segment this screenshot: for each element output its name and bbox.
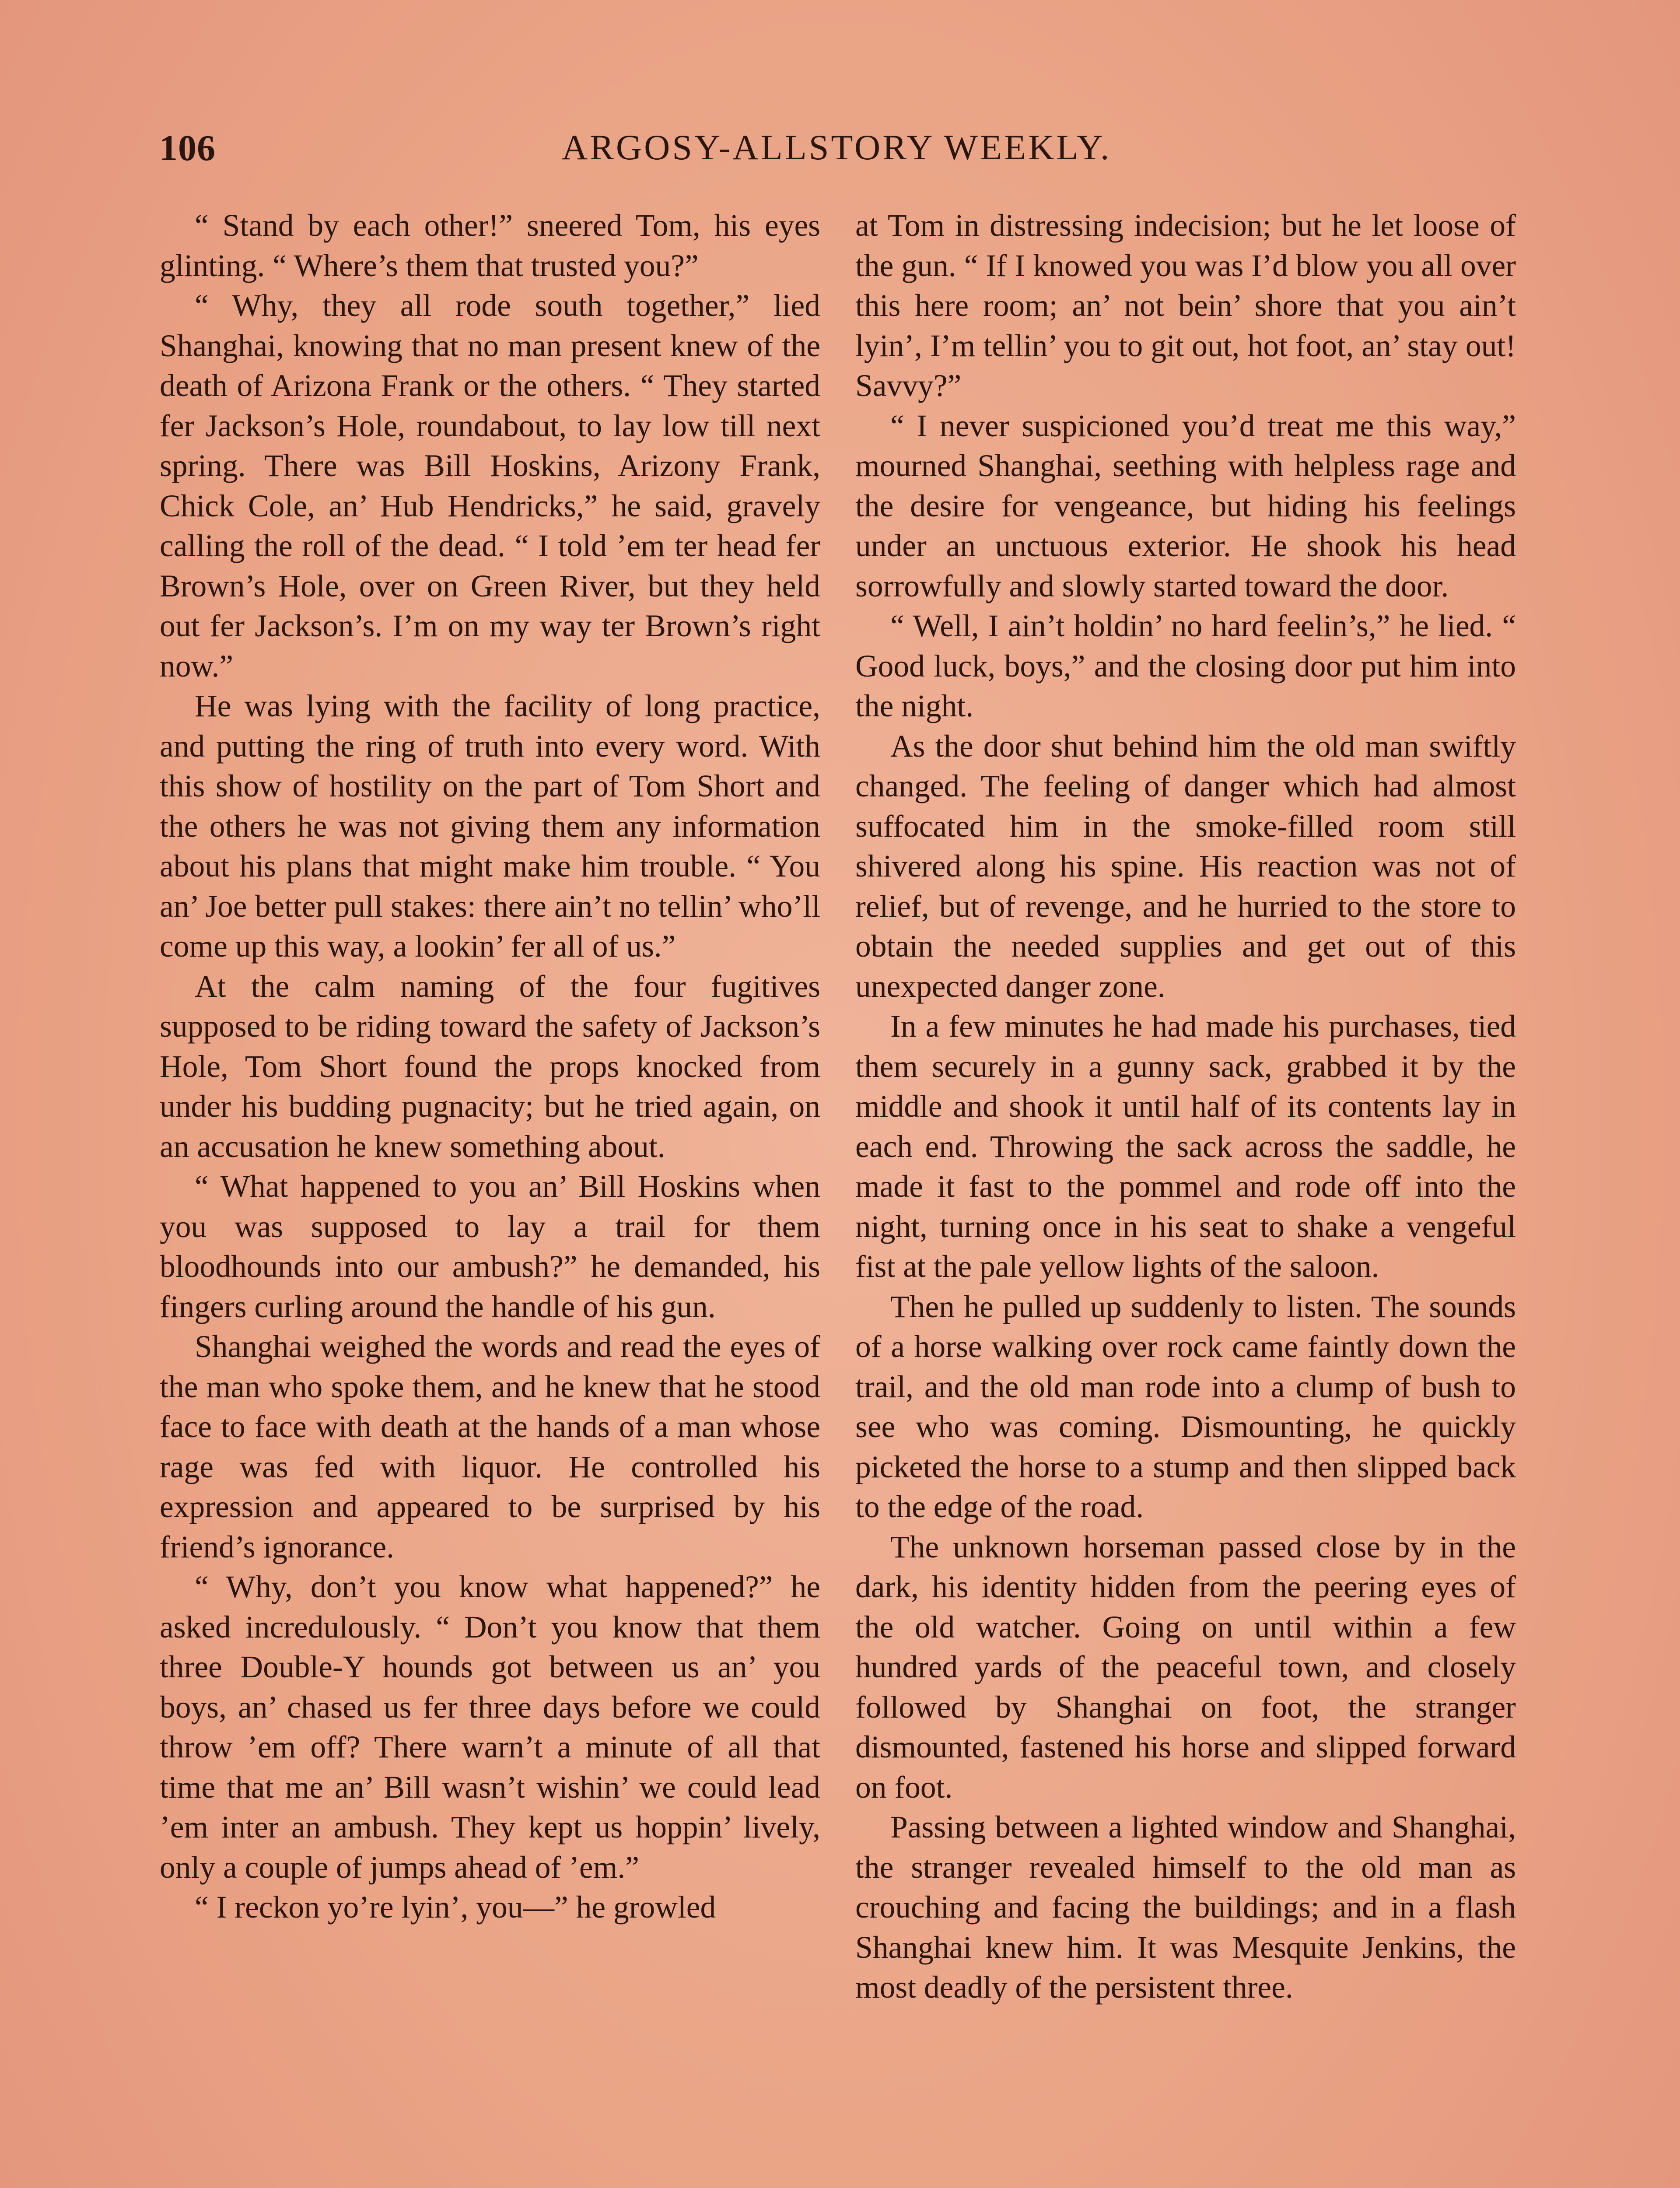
paragraph: “ Why, they all rode south together,” lied Shanghai, knowing that no man present knew of the death of Arizona Frank or the others. “ They started fer Jackson’s Hole, roundabout, to lay low till next spring. There was Bill Hoskins, Arizony Frank, Chick Cole, an’ Hub Hendricks,” he said, gravely calling the roll of the dead. “ I told ’em ter head fer Brown’s Hole, over on Green River, but they held out fer Jackson’s. I’m on my way ter Brown’s right now.” [160, 288, 820, 684]
paragraph: Then he pulled up suddenly to listen. The sounds of a horse walking over rock came faintly down the trail, and the old man rode into a clump of bush to see who was coming. Dismounting, he quickly picketed the horse to a stump and then slipped back to the edge of the road. [855, 1289, 1516, 1524]
left-column [160, 206, 820, 1928]
paragraph: “ Why, don’t you know what happened?” he asked incredulously. “ Don’t you know that them three Double-Y hounds got between us an’ you boys, an’ chased us fer three days before we could throw ’em off? There warn’t a minute of all that time that me an’ Bill wasn’t wishin’ we could lead ’em inter an ambush. They kept us hoppin’ lively, only a couple of jumps ahead of ’em.” [160, 1570, 820, 1885]
paragraph: “ What happened to you an’ Bill Hoskins when you was supposed to lay a trail for them bloodhounds into our ambush?” he demanded, his fingers curling around the handle of his gun. [160, 1169, 820, 1324]
paragraph: At the calm naming of the four fugitives supposed to be riding toward the safety of Jackson’s Hole, Tom Short found the props knocked from under his budding pugnacity; but he tried again, on an accusation he knew something about. [160, 969, 820, 1164]
running-head: ARGOSY-ALLSTORY WEEKLY. [562, 127, 1112, 167]
page-header [159, 127, 1520, 188]
paragraph: Passing between a lighted window and Shanghai, the stranger revealed himself to the old man as crouching and facing the buildings; and in a flash Shanghai knew him. It was Mesquite Jenkins, the most deadly of the persistent three. [855, 1810, 1516, 2005]
paragraph: He was lying with the facility of long practice, and putting the ring of truth into every word. With this show of hostility on the part of Tom Short and the others he was not giving them any information about his plans that might make him trouble. “ You an’ Joe better pull stakes: there ain’t no tellin’ who’ll come up this way, a lookin’ fer all of us.” [160, 689, 820, 964]
paragraph: In a few minutes he had made his purchases, tied them securely in a gunny sack, grabbed it by the middle and shook it until half of its contents lay in each end. Throwing the sack across the saddle, he made it fast to the pommel and rode off into the night, turning once in his seat to shake a vengeful fist at the pale yellow lights of the saloon. [855, 1009, 1516, 1284]
paragraph: As the door shut behind him the old man swiftly changed. The feeling of danger which had almost suffocated him in the smoke-filled room still shivered along his spine. His reaction was not of relief, but of revenge, and he hurried to the store to obtain the needed supplies and get out of this unexpected danger zone. [855, 729, 1516, 1004]
right-column [855, 206, 1516, 2008]
paragraph: at Tom in distressing indecision; but he let loose of the gun. “ If I knowed you was I’d blow you all over this here room; an’ not bein’ shore that you ain’t lyin’, I’m tellin’ you to git out, hot foot, an’ stay out! Savvy?” [855, 208, 1516, 403]
paragraph: “ Well, I ain’t holdin’ no hard feelin’s,” he lied. “ Good luck, boys,” and the closing door put him into the night. [855, 609, 1516, 723]
paragraph: Shanghai weighed the words and read the eyes of the man who spoke them, and he knew that he stood face to face with death at the hands of a man whose rage was fed with liquor. He controlled his expression and appeared to be surprised by his friend’s ignorance. [160, 1329, 820, 1564]
paragraph: “ I reckon yo’re lyin’, you—” he growled [195, 1890, 716, 1925]
page-number: 106 [159, 128, 216, 168]
paragraph: “ I never suspicioned you’d treat me this way,” mourned Shanghai, seething with helpless rage and the desire for vengeance, but hiding his feelings under an unctuous exterior. He shook his head sorrowfully and slowly started toward the door. [855, 408, 1516, 603]
paragraph: The unknown horseman passed close by in the dark, his identity hidden from the peering eyes of the old watcher. Going on until within a few hundred yards of the peaceful town, and closely followed by Shanghai on foot, the stranger dismounted, fastened his horse and slipped forward on foot. [855, 1529, 1516, 1805]
paragraph: “ Stand by each other!” sneered Tom, his eyes glinting. “ Where’s them that trusted you?” [160, 208, 820, 283]
